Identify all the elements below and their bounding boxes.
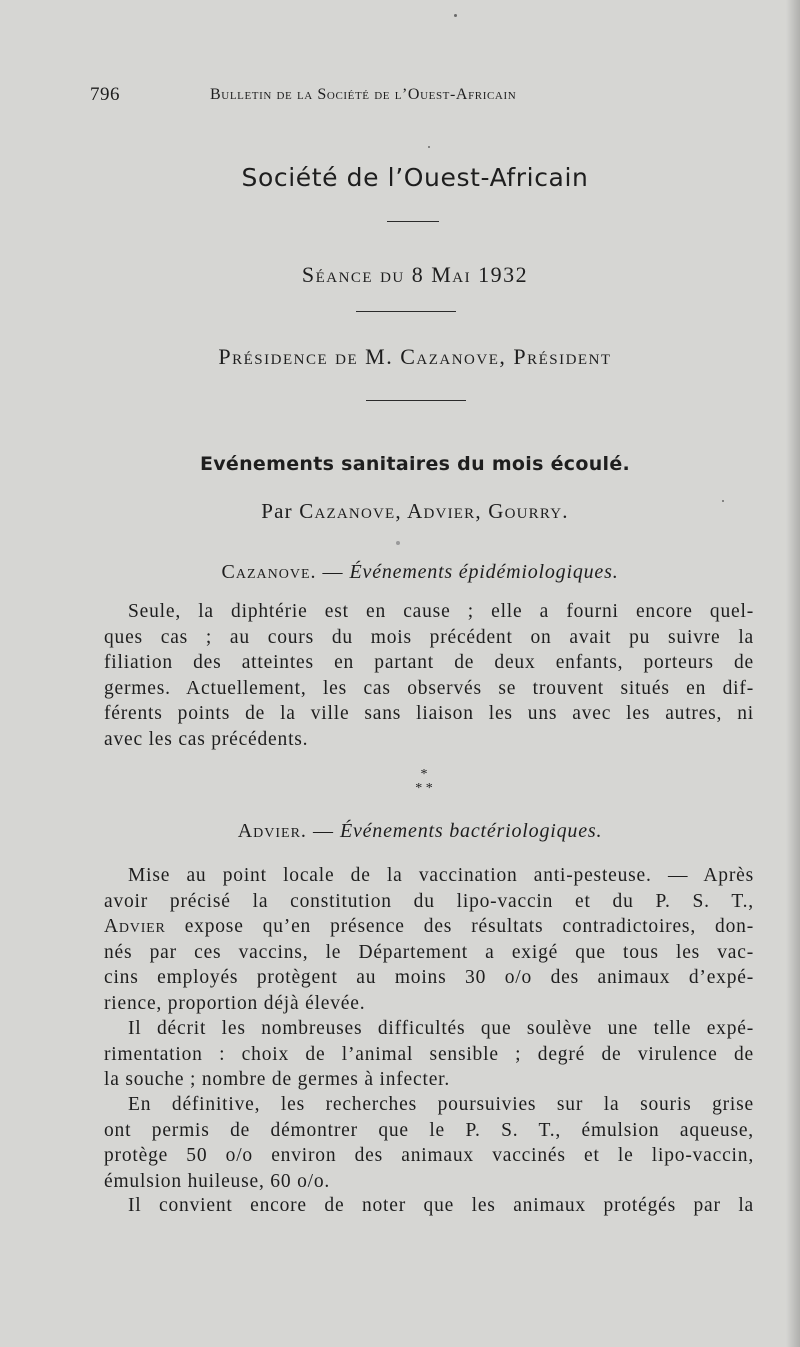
page-header — [90, 84, 690, 114]
paragraph-line-text: expose qu’en présence des résultats contradictoires, don- — [184, 916, 754, 937]
paragraph-line: Seule, la diphtérie est en cause ; elle a fourni encore quel- — [128, 601, 754, 622]
article-title: Evénements sanitaires du mois écoulé. — [199, 453, 631, 475]
section1-paragraph — [104, 599, 754, 752]
asterism — [0, 768, 800, 796]
paragraph-line: Il décrit les nombreuses difficultés que soulève une telle expé- — [128, 1018, 754, 1039]
title-rule-2 — [356, 311, 456, 312]
paragraph-line: rimentation : choix de l’animal sensible ; degré de virulence de — [104, 1043, 754, 1065]
inline-author: Advier — [104, 916, 166, 937]
section1-title: Événements épidémiologiques. — [349, 561, 619, 583]
paragraph-line: ont permis de démontrer que le P. S. T., émulsion aqueuse, — [104, 1119, 754, 1141]
paragraph-line: Mise au point locale de la vaccination anti-pesteuse. — Après — [128, 865, 754, 886]
asterism-bottom: * * — [415, 781, 433, 796]
page-edge-shadow — [786, 0, 800, 1347]
page-number: 796 — [90, 84, 120, 105]
section1-author: Cazanove. — [221, 561, 317, 583]
paragraph-line: avec les cas précédents. — [104, 728, 309, 750]
section2-paragraph-2 — [104, 1016, 754, 1093]
paragraph-line: cins employés protègent au moins 30 o/o des animaux d’expé- — [104, 967, 754, 988]
section2-paragraph-1 — [104, 863, 754, 1016]
paper-speck — [428, 146, 430, 148]
section1-heading — [0, 561, 800, 584]
section1-dash: — — [322, 561, 344, 583]
paragraph-line: ques cas ; au cours du mois précédent on avait pu suivre la — [104, 626, 754, 648]
section2-paragraph-4 — [104, 1193, 754, 1219]
paragraph-line: férents points de la ville sans liaison les uns avec les autres, ni — [104, 703, 754, 724]
paragraph-line: En définitive, les recherches poursuivies sur la souris grise — [128, 1094, 754, 1115]
title-rule-1 — [387, 221, 439, 222]
section2-paragraph-3 — [104, 1092, 754, 1194]
society-title: Société de l’Ouest-Africain — [241, 163, 589, 192]
paragraph-line: nés par ces vaccins, le Département a exigé que tous les vac- — [104, 941, 754, 963]
authors-names: Cazanove, Advier, Gourry. — [299, 499, 569, 523]
presidency-line: Présidence de M. Cazanove, Président — [218, 344, 612, 369]
paragraph-line: émulsion huileuse, 60 o/o. — [104, 1170, 331, 1192]
paragraph-line: avoir précisé la constitution du lipo-vaccin et du P. S. T., — [104, 890, 754, 912]
section2-author: Advier. — [237, 820, 307, 842]
section2-dash: — — [312, 820, 334, 842]
paragraph-line: la souche ; nombre de germes à infecter. — [104, 1069, 451, 1090]
paragraph-line: filiation des atteintes en partant de deux enfants, porteurs de — [104, 652, 754, 673]
paragraph-line-with-author — [104, 914, 754, 940]
authors-prefix: Par — [261, 499, 293, 523]
section2-heading — [0, 820, 800, 843]
paragraph-line: rience, proportion déjà élevée. — [104, 992, 366, 1014]
paper-speck — [454, 14, 457, 17]
title-rule-3 — [366, 400, 466, 401]
running-head: Bulletin de la Société de l’Ouest-Africain — [210, 86, 517, 103]
article-authors — [0, 499, 800, 524]
paragraph-line: germes. Actuellement, les cas observés se trouvent situés en dif- — [104, 677, 754, 699]
section2-title: Événements bactériologiques. — [339, 820, 603, 842]
asterism-top: * — [420, 767, 428, 782]
session-date: Séance du 8 Mai 1932 — [301, 262, 529, 287]
paragraph-line: protège 50 o/o environ des animaux vaccinés et le lipo-vaccin, — [104, 1145, 754, 1166]
paper-speck — [396, 541, 400, 545]
paper-speck — [722, 500, 724, 502]
paragraph-line: Il convient encore de noter que les animaux protégés par la — [128, 1195, 754, 1216]
